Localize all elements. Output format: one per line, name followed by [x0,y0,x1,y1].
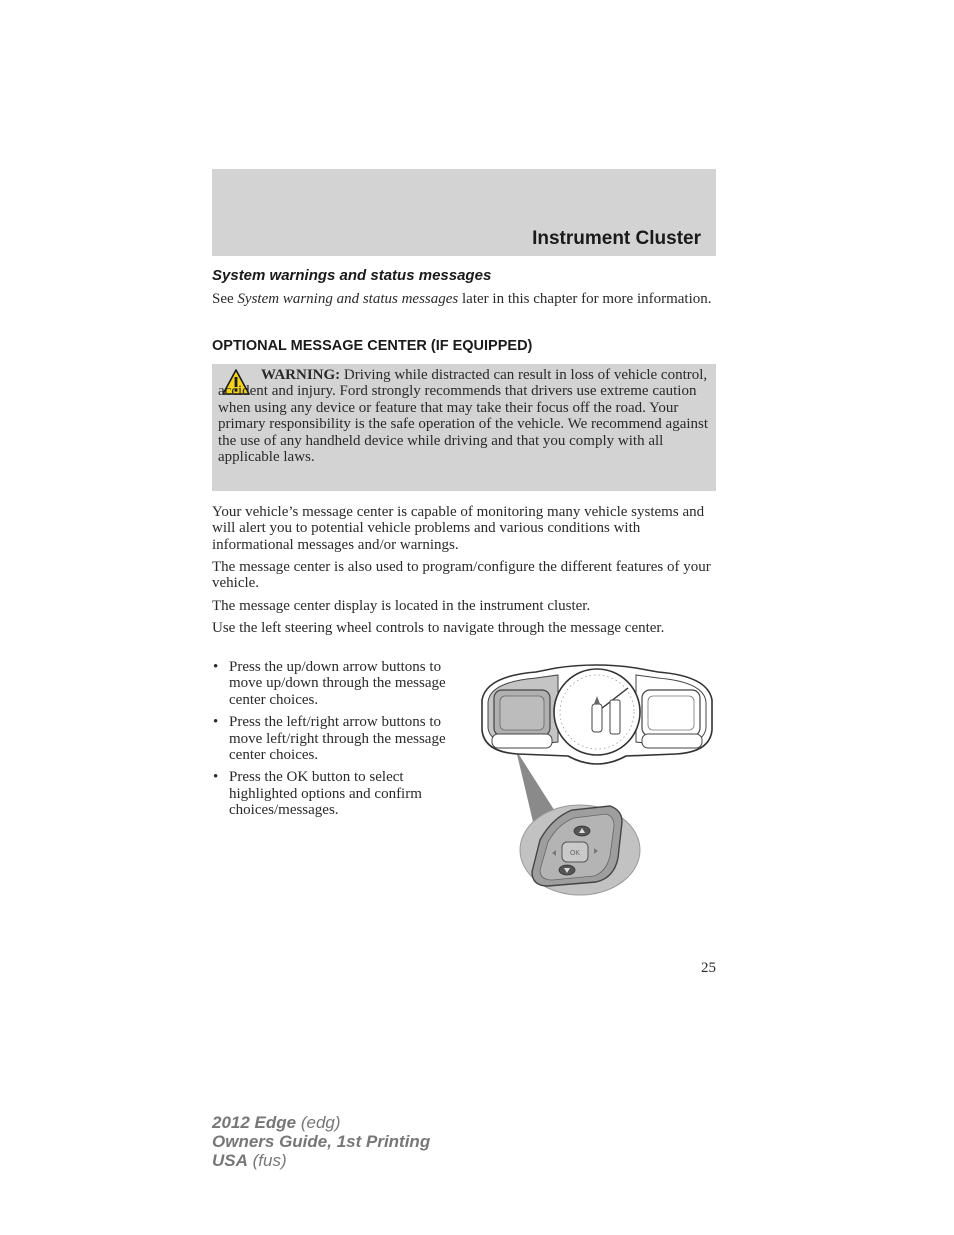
warning-box [212,364,716,491]
instruction-list [212,659,462,825]
page-number: 25 [701,960,716,976]
more-info-text: later in this chapter for more information. [458,291,712,307]
cross-reference-link: System warning and status messages [237,291,459,307]
footer-market: USA [212,1151,248,1170]
message-center-heading: OPTIONAL MESSAGE CENTER (IF EQUIPPED) [212,338,533,354]
paragraph-program: The message center is also used to program/configure the different features of your vehicle. [212,559,711,592]
paragraph-location: The message center display is located in the instrument cluster. [212,598,591,614]
footer-guide-edition: Owners Guide, 1st Printing [212,1132,431,1151]
right-lower-indicator [642,734,702,748]
ok-button-label: OK [569,850,581,857]
chapter-header-band [212,169,716,256]
system-warnings-heading: System warnings and status messages [212,267,492,284]
list-item: • Press the up/down arrow buttons to move up/down through the message center choices. [213,659,446,708]
warning-label: WARNING: [261,367,341,383]
list-item: • Press the left/right arrow buttons to move left/right through the message center choices. [213,714,446,764]
paragraph-monitoring: Your vehicle’s message center is capable of monitoring many vehicle systems and will alert you to potential vehicle problems and various conditions with informational messages and/or warnings. [212,504,705,553]
chapter-title: Instrument Cluster [532,228,701,249]
paragraph-navigate: Use the left steering wheel controls to navigate through the message center. [212,620,665,636]
see-text: See [212,291,238,307]
warning-text [218,367,710,465]
left-lower-indicator [492,734,552,748]
system-warnings-paragraph [212,291,718,307]
footer-model: 2012 Edge [212,1113,297,1132]
instrument-cluster-illustration [476,660,718,900]
list-item: • Press the OK button to select highlighted options and confirm choices/messages. [213,769,422,819]
warning-body: Driving while distracted can result in loss of vehicle control, accident and injury. Ford strongly recommends that drivers use extreme caution when using any device or feature that may take their focus off the road. Your primary responsibility is the safe operation of the vehicle. We recommend against the use of any handheld device while driving and that you comply with all applicable laws. [218,367,709,466]
footer-model-code: (edg) [296,1113,341,1132]
footer-market-code: (fus) [247,1151,287,1170]
document-footer [212,1113,430,1170]
